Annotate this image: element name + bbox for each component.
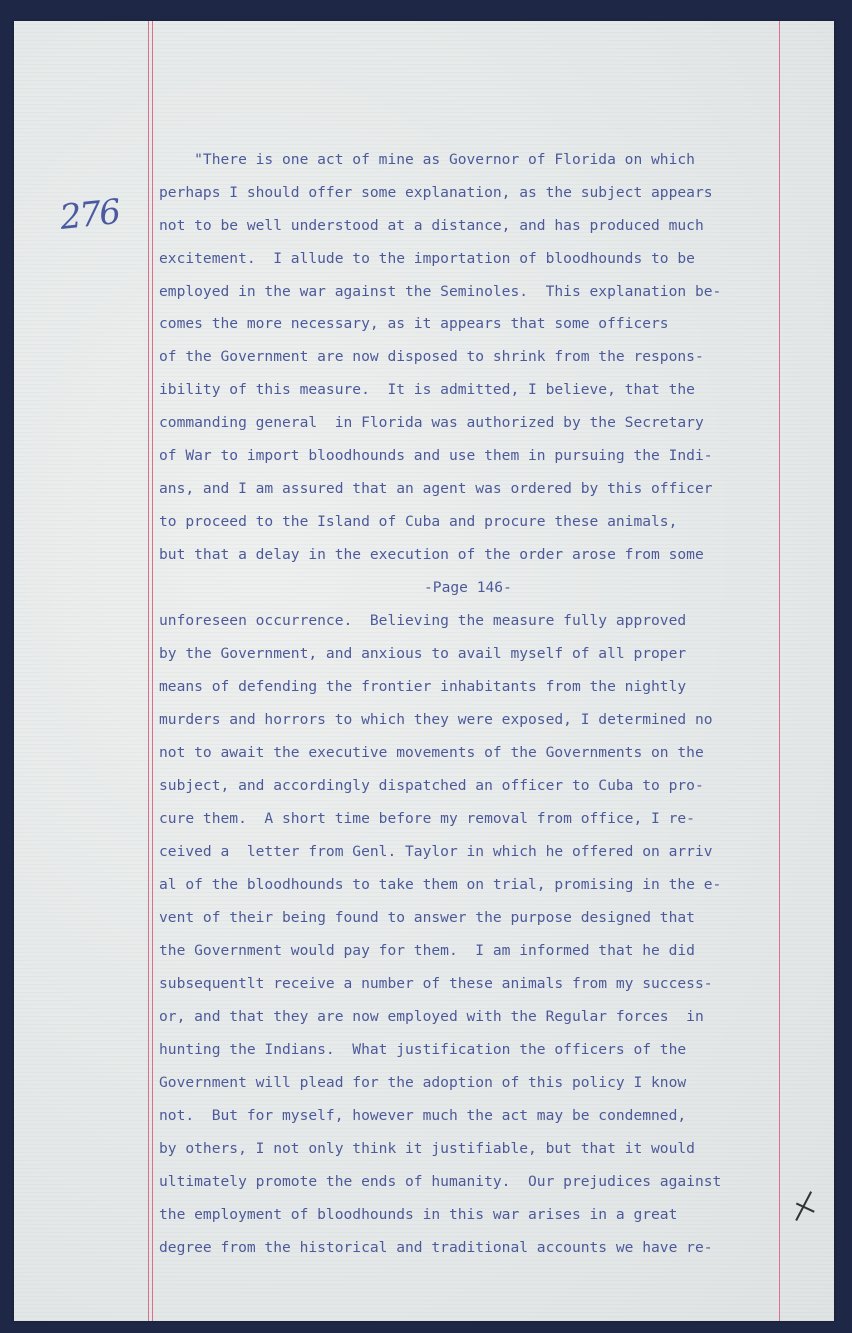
text-line: not. But for myself, however much the act may be condemned,: [159, 1107, 687, 1124]
text-line: the employment of bloodhounds in this war arises in a great: [159, 1206, 678, 1223]
text-line: Government will plead for the adoption of this policy I know: [159, 1074, 687, 1091]
page-marker: -Page 146-: [424, 579, 512, 596]
text-line: comes the more necessary, as it appears that some officers: [159, 315, 669, 332]
text-line: by others, I not only think it justifiable, but that it would: [159, 1140, 695, 1157]
text-line: al of the bloodhounds to take them on trial, promising in the e-: [159, 876, 722, 893]
text-line: vent of their being found to answer the purpose designed that: [159, 909, 695, 926]
text-line: subject, and accordingly dispatched an officer to Cuba to pro-: [159, 777, 704, 794]
left-margin-rule-inner: [152, 21, 153, 1321]
text-line: of the Government are now disposed to shrink from the respons-: [159, 348, 704, 365]
text-line: "There is one act of mine as Governor of Florida on which: [159, 151, 695, 168]
text-line: of War to import bloodhounds and use them in pursuing the Indi-: [159, 447, 713, 464]
text-line: perhaps I should offer some explanation, as the subject appears: [159, 184, 713, 201]
text-line: degree from the historical and traditional accounts we have re-: [159, 1239, 713, 1256]
text-line: but that a delay in the execution of the order arose from some: [159, 546, 704, 563]
text-line: unforeseen occurrence. Believing the measure fully approved: [159, 612, 687, 629]
text-line: means of defending the frontier inhabitants from the nightly: [159, 678, 687, 695]
handwritten-correction-mark: [778, 1181, 829, 1232]
text-line: or, and that they are now employed with the Regular forces in: [159, 1008, 704, 1025]
text-line: the Government would pay for them. I am informed that he did: [159, 942, 695, 959]
handwritten-folio-number: 276: [58, 192, 121, 238]
typescript-body: [159, 21, 819, 1256]
left-margin-rule: [148, 21, 149, 1321]
text-line: commanding general in Florida was authorized by the Secretary: [159, 414, 704, 431]
text-line: excitement. I allude to the importation of bloodhounds to be: [159, 250, 695, 267]
text-line: ceived a letter from Genl. Taylor in which he offered on arriv: [159, 843, 713, 860]
text-line: not to await the executive movements of the Governments on the: [159, 744, 704, 761]
text-line: not to be well understood at a distance, and has produced much: [159, 217, 704, 234]
text-line: ibility of this measure. It is admitted, I believe, that the: [159, 381, 695, 398]
text-line: ans, and I am assured that an agent was ordered by this officer: [159, 480, 713, 497]
text-line: cure them. A short time before my removal from office, I re-: [159, 810, 695, 827]
text-line: murders and horrors to which they were exposed, I determined no: [159, 711, 713, 728]
text-line: subsequentlt receive a number of these animals from my success-: [159, 975, 713, 992]
typescript-page: [14, 21, 834, 1321]
text-line: to proceed to the Island of Cuba and procure these animals,: [159, 513, 678, 530]
text-line: ultimately promote the ends of humanity. Our prejudices against: [159, 1173, 722, 1190]
text-line: by the Government, and anxious to avail myself of all proper: [159, 645, 687, 662]
text-line: hunting the Indians. What justification the officers of the: [159, 1041, 687, 1058]
text-line: employed in the war against the Seminoles. This explanation be-: [159, 283, 722, 300]
